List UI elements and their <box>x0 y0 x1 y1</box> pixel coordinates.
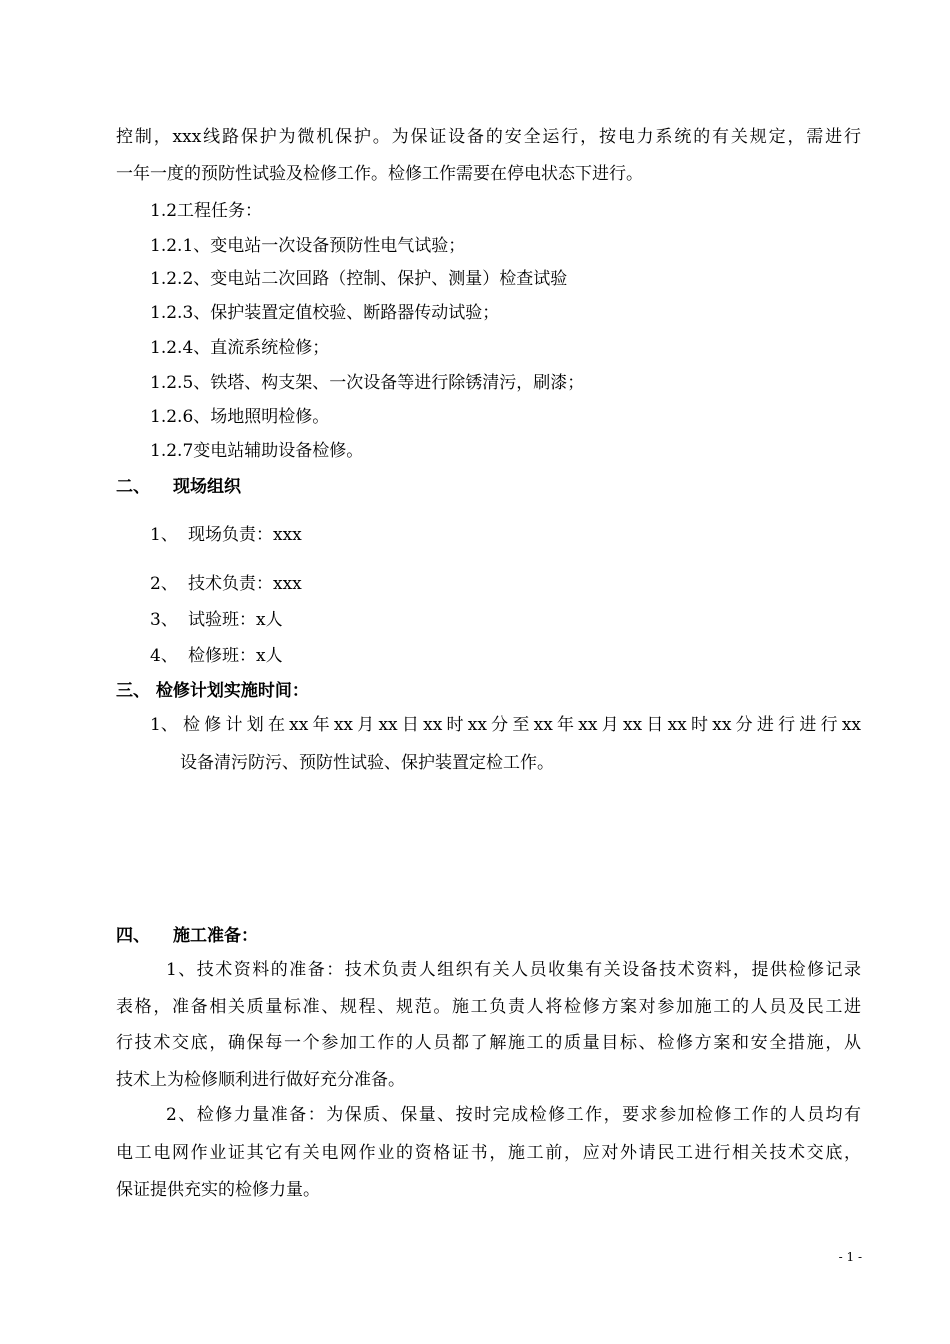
org-item-number: 2、 <box>150 574 178 594</box>
prep-p1-line: 技术上为检修顺利进行做好充分准备。 <box>116 1070 405 1090</box>
task-item: 1.2.4、直流系统检修； <box>150 338 330 358</box>
prep-p1-line: 1、技术资料的准备：技术负责人组织有关人员收集有关设备技术资料，提供检修记录 <box>166 960 861 980</box>
org-item-number: 4、 <box>150 646 178 666</box>
schedule-item-number: 1、 <box>150 715 178 735</box>
prep-p2-line: 电工电网作业证其它有关电网作业的资格证书，施工前，应对外请民工进行相关技术交底， <box>116 1143 861 1163</box>
section-2-number: 二、 <box>116 477 150 497</box>
org-item-number: 3、 <box>150 610 178 630</box>
section-3-heading: 三、 检修计划实施时间： <box>116 681 309 701</box>
schedule-line-1: 检修计划在xx年xx月xx日xx时xx分至xx年xx月xx日xx时xx分进行进行xx <box>183 715 861 735</box>
section-4-title: 施工准备： <box>173 926 258 946</box>
task-item: 1.2.3、保护装置定值校验、断路器传动试验； <box>150 303 500 323</box>
org-item-text: 检修班：x人 <box>188 646 283 666</box>
prep-p2-line: 保证提供充实的检修力量。 <box>116 1180 320 1200</box>
task-item: 1.2.5、铁塔、构支架、一次设备等进行除锈清污，刷漆； <box>150 373 585 393</box>
task-item: 1.2.6、场地照明检修。 <box>150 407 330 427</box>
section-2-title: 现场组织 <box>173 477 241 497</box>
org-item-text: 试验班：x人 <box>188 610 283 630</box>
intro-line-2: 一年一度的预防性试验及检修工作。检修工作需要在停电状态下进行。 <box>116 164 643 184</box>
org-item-number: 1、 <box>150 525 178 545</box>
org-item-text: 技术负责：xxx <box>188 574 302 594</box>
prep-p1-line: 表格，准备相关质量标准、规程、规范。施工负责人将检修方案对参加施工的人员及民工进 <box>116 997 861 1017</box>
schedule-line-2: 设备清污防污、预防性试验、保护装置定检工作。 <box>180 753 554 773</box>
prep-p1-line: 行技术交底，确保每一个参加工作的人员都了解施工的质量目标、检修方案和安全措施，从 <box>116 1033 861 1053</box>
intro-line-1: 控制，xxx线路保护为微机保护。为保证设备的安全运行，按电力系统的有关规定，需进行 <box>116 127 861 147</box>
task-item: 1.2.7变电站辅助设备检修。 <box>150 441 364 461</box>
tasks-heading: 1.2工程任务： <box>150 201 263 221</box>
org-item-text: 现场负责：xxx <box>188 525 302 545</box>
task-item: 1.2.1、变电站一次设备预防性电气试验； <box>150 236 466 256</box>
prep-p2-line: 2、检修力量准备：为保质、保量、按时完成检修工作，要求参加检修工作的人员均有 <box>166 1105 861 1125</box>
page-number: - 1 - <box>838 1250 862 1264</box>
task-item: 1.2.2、变电站二次回路（控制、保护、测量）检查试验 <box>150 269 568 289</box>
section-4-number: 四、 <box>116 926 150 946</box>
